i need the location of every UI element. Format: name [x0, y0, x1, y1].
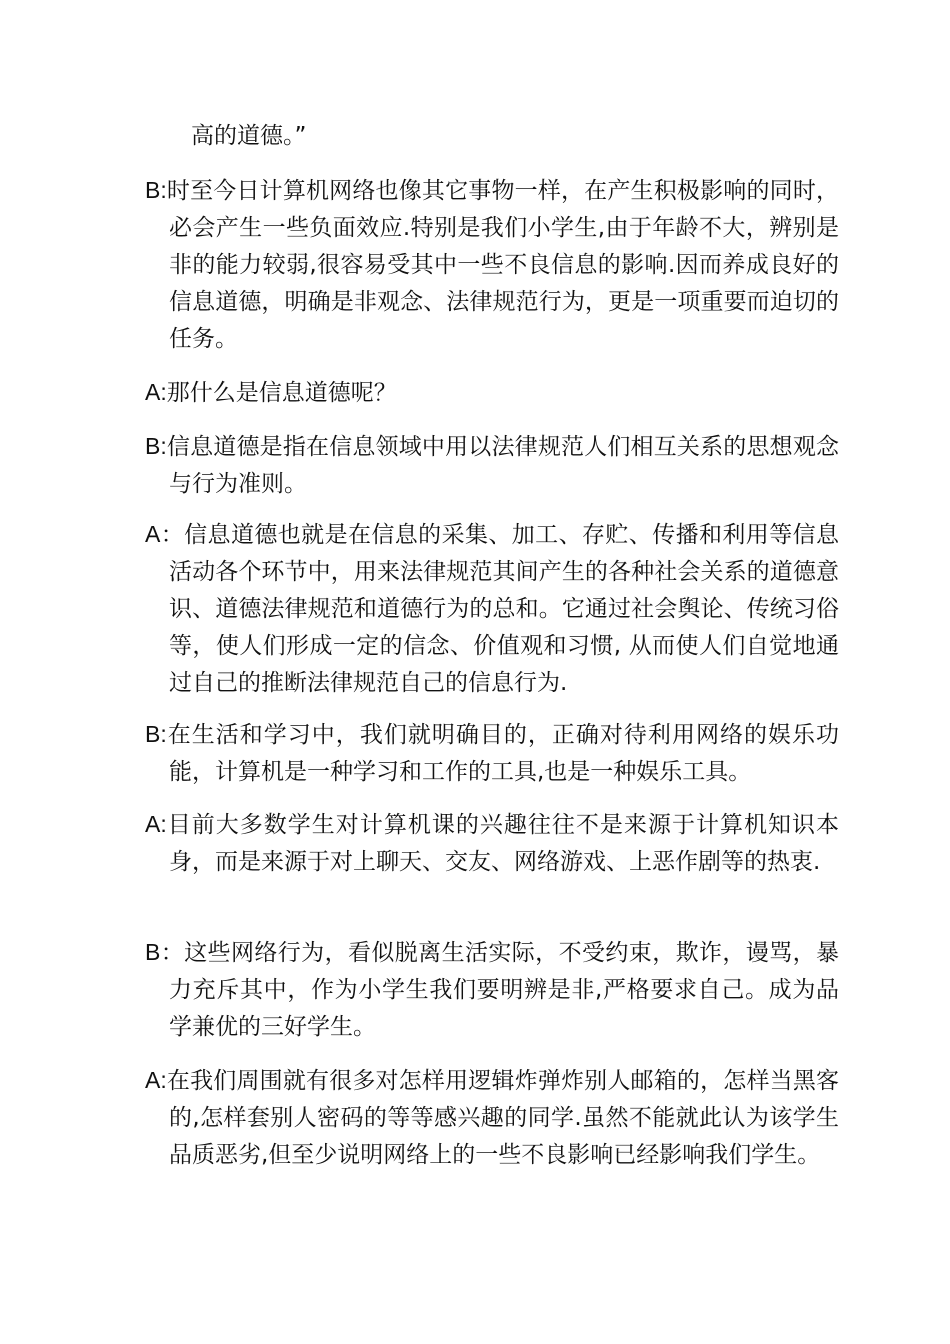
dialogue-paragraph: [145, 934, 839, 1046]
speaker-label: A：: [145, 521, 185, 547]
paragraph-text: 那什么是信息道德呢？: [166, 380, 397, 406]
speaker-label: A:: [145, 811, 167, 837]
paragraph-text: 目前大多数学生对计算机课的兴趣往往不是来源于计算机知识本身，而是来源于对上聊天、交友、网络游戏、上恶作剧等的热衷.: [166, 812, 839, 875]
paragraph-text: 信息道德也就是在信息的采集、加工、存贮、传播和利用等信息活动各个环节中，用来法律规范其间产生的各种社会关系的道德意识、道德法律规范和道德行为的总和。它通过社会舆论、传统习俗等，使人们形成一定的信念、价值观和习惯, 从而使人们自觉地通过自己的推断法律规范自己的信息行为.: [169, 522, 840, 696]
dialogue-paragraph: [145, 428, 839, 503]
dialogue-paragraph: [145, 806, 839, 881]
paragraph-text: 在我们周围就有很多对怎样用逻辑炸弹炸别人邮箱的，怎样当黑客的,怎样套别人密码的等等感兴趣的同学.虽然不能就此认为该学生品质恶劣,但至少说明网络上的一些不良影响已经影响我们学生。: [166, 1068, 839, 1168]
speaker-label: B:: [145, 721, 167, 747]
speaker-label: B：: [145, 939, 185, 965]
dialogue-paragraph: [145, 516, 839, 702]
dialogue-paragraph: [145, 172, 839, 358]
paragraph-text: 在生活和学习中，我们就明确目的，正确对待利用网络的娱乐功能，计算机是一种学习和工作的工具,也是一种娱乐工具。: [166, 722, 839, 785]
speaker-label: A:: [145, 379, 167, 405]
speaker-label: A:: [145, 1067, 167, 1093]
speaker-label: B:: [145, 433, 167, 459]
paragraph-text: 这些网络行为，看似脱离生活实际，不受约束，欺诈，谩骂，暴力充斥其中，作为小学生我们要明辨是非,严格要求自己。成为品学兼优的三好学生。: [169, 940, 840, 1040]
speaker-label: B:: [145, 177, 167, 203]
paragraph-continuation: [145, 118, 861, 155]
dialogue-paragraph: [145, 716, 839, 791]
dialogue-paragraph: [145, 1062, 839, 1174]
paragraph-text: 信息道德是指在信息领域中用以法律规范人们相互关系的思想观念与行为准则。: [166, 434, 839, 497]
dialogue-paragraph: [145, 374, 839, 412]
paragraph-text: 时至今日计算机网络也像其它事物一样，在产生积极影响的同时，必会产生一些负面效应.特别是我们小学生,由于年龄不大，辨别是非的能力较弱,很容易受其中一些不良信息的影响.因而养成良好的信息道德，明确是非观念、法律规范行为，更是一项重要而迫切的任务。: [166, 178, 839, 352]
paragraph-text: 高的道德。”: [191, 123, 307, 149]
